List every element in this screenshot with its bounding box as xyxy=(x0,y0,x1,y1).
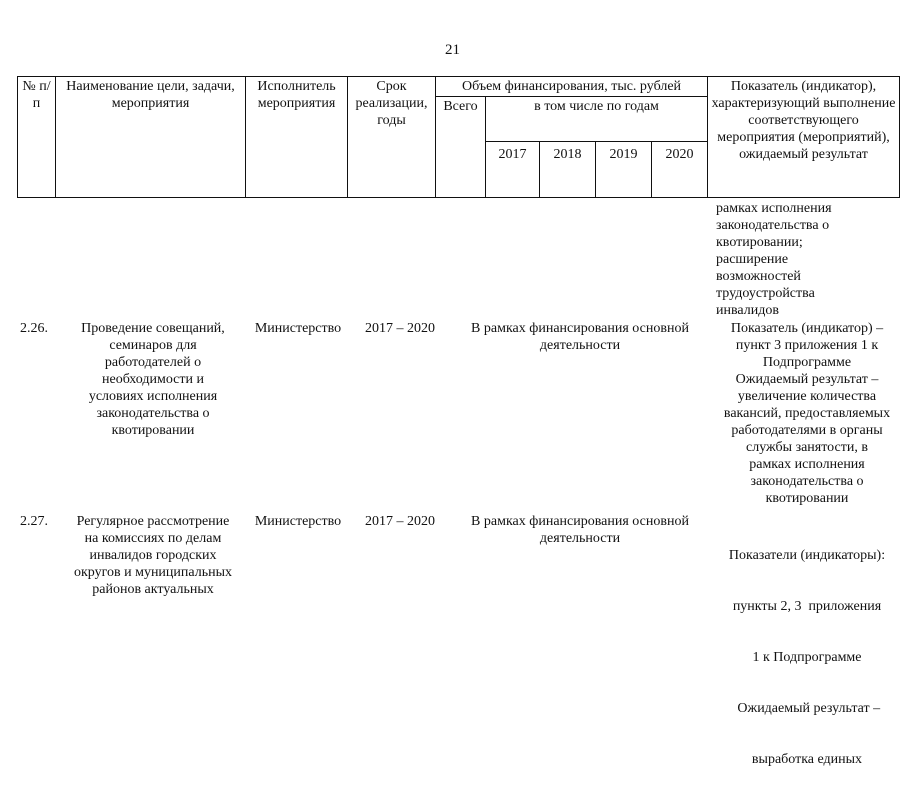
text-line: работодателями в органы xyxy=(731,423,883,438)
text-line: округов и муниципальных xyxy=(73,565,233,580)
header-term: Срок реализации, годы xyxy=(348,77,436,198)
text-line: квотировании; xyxy=(716,235,803,250)
row-funding xyxy=(450,320,710,354)
text-line: расширение xyxy=(716,252,789,267)
row-executor: Министерство xyxy=(254,321,342,336)
text-line: Показатель (индикатор) – xyxy=(730,321,884,336)
continuation-text xyxy=(716,200,902,319)
text-line: условиях исполнения xyxy=(88,389,218,404)
header-executor: Исполнитель мероприятия xyxy=(246,77,348,198)
row-number: 2.26. xyxy=(20,321,48,336)
text-line: В рамках финансирования основной xyxy=(471,514,689,529)
header-by-years: в том числе по годам xyxy=(486,97,708,142)
text-line: Ожидаемый результат – xyxy=(735,372,879,387)
row-number: 2.27. xyxy=(20,514,48,529)
row-name xyxy=(58,513,248,598)
header-year-2018: 2018 xyxy=(540,142,596,198)
row-name xyxy=(58,320,248,439)
text-line: деятельности xyxy=(539,531,621,546)
row-indicator xyxy=(712,513,902,802)
text-line: увеличение количества xyxy=(737,389,877,404)
page-number: 21 xyxy=(445,42,460,58)
header-year-2020: 2020 xyxy=(652,142,708,198)
text-line: рамках исполнения xyxy=(716,201,832,216)
text-line: инвалидов xyxy=(716,303,779,318)
text-line: семинаров для xyxy=(109,338,197,353)
row-term: 2017 – 2020 xyxy=(365,514,435,529)
header-name: Наименование цели, задачи, мероприятия xyxy=(56,77,246,198)
text-line: необходимости и xyxy=(102,372,204,387)
text-line: пункты 2, 3 приложения xyxy=(732,599,882,614)
text-line: районов актуальных xyxy=(92,582,214,597)
header-year-2019: 2019 xyxy=(596,142,652,198)
text-line: выработка единых xyxy=(751,752,863,767)
header-total: Всего xyxy=(436,97,486,198)
text-line: законодательства о xyxy=(716,218,830,233)
text-line: трудоустройства xyxy=(716,286,815,301)
header-num: № п/п xyxy=(18,77,56,198)
text-line: Регулярное рассмотрение xyxy=(76,514,230,529)
text-line: работодателей о xyxy=(104,355,202,370)
text-line: законодательства о xyxy=(750,474,864,489)
text-line: вакансий, предоставляемых xyxy=(723,406,891,421)
text-line: службы занятости, в xyxy=(746,440,868,455)
header-year-2017: 2017 xyxy=(486,142,540,198)
text-line: 1 к Подпрограмме xyxy=(752,650,862,665)
text-line: пункт 3 приложения 1 к xyxy=(735,338,879,353)
text-line: рамках исполнения xyxy=(749,457,865,472)
text-line: Показатели (индикаторы): xyxy=(728,548,886,563)
row-executor: Министерство xyxy=(254,514,342,529)
text-line: квотировании xyxy=(765,491,849,506)
header-indicator: Показатель (индикатор), характеризующий выполнение соответствующего мероприятия (мероприятий), ожидаемый результат xyxy=(708,77,900,198)
row-indicator xyxy=(712,320,902,507)
text-line: законодательства о xyxy=(96,406,210,421)
text-line: деятельности xyxy=(539,338,621,353)
text-line: В рамках финансирования основной xyxy=(471,321,689,336)
text-line: возможностей xyxy=(716,269,801,284)
text-line: на комиссиях по делам xyxy=(84,531,222,546)
text-line: Ожидаемый результат – xyxy=(733,701,881,716)
text-line: квотировании xyxy=(111,423,195,438)
text-line: инвалидов городских xyxy=(89,548,217,563)
text-line: Проведение совещаний, xyxy=(81,321,225,336)
header-funding: Объем финансирования, тыс. рублей xyxy=(436,77,708,97)
text-line: Подпрограмме xyxy=(762,355,852,370)
table-header xyxy=(17,76,900,198)
row-funding xyxy=(450,513,710,547)
row-term: 2017 – 2020 xyxy=(365,321,435,336)
